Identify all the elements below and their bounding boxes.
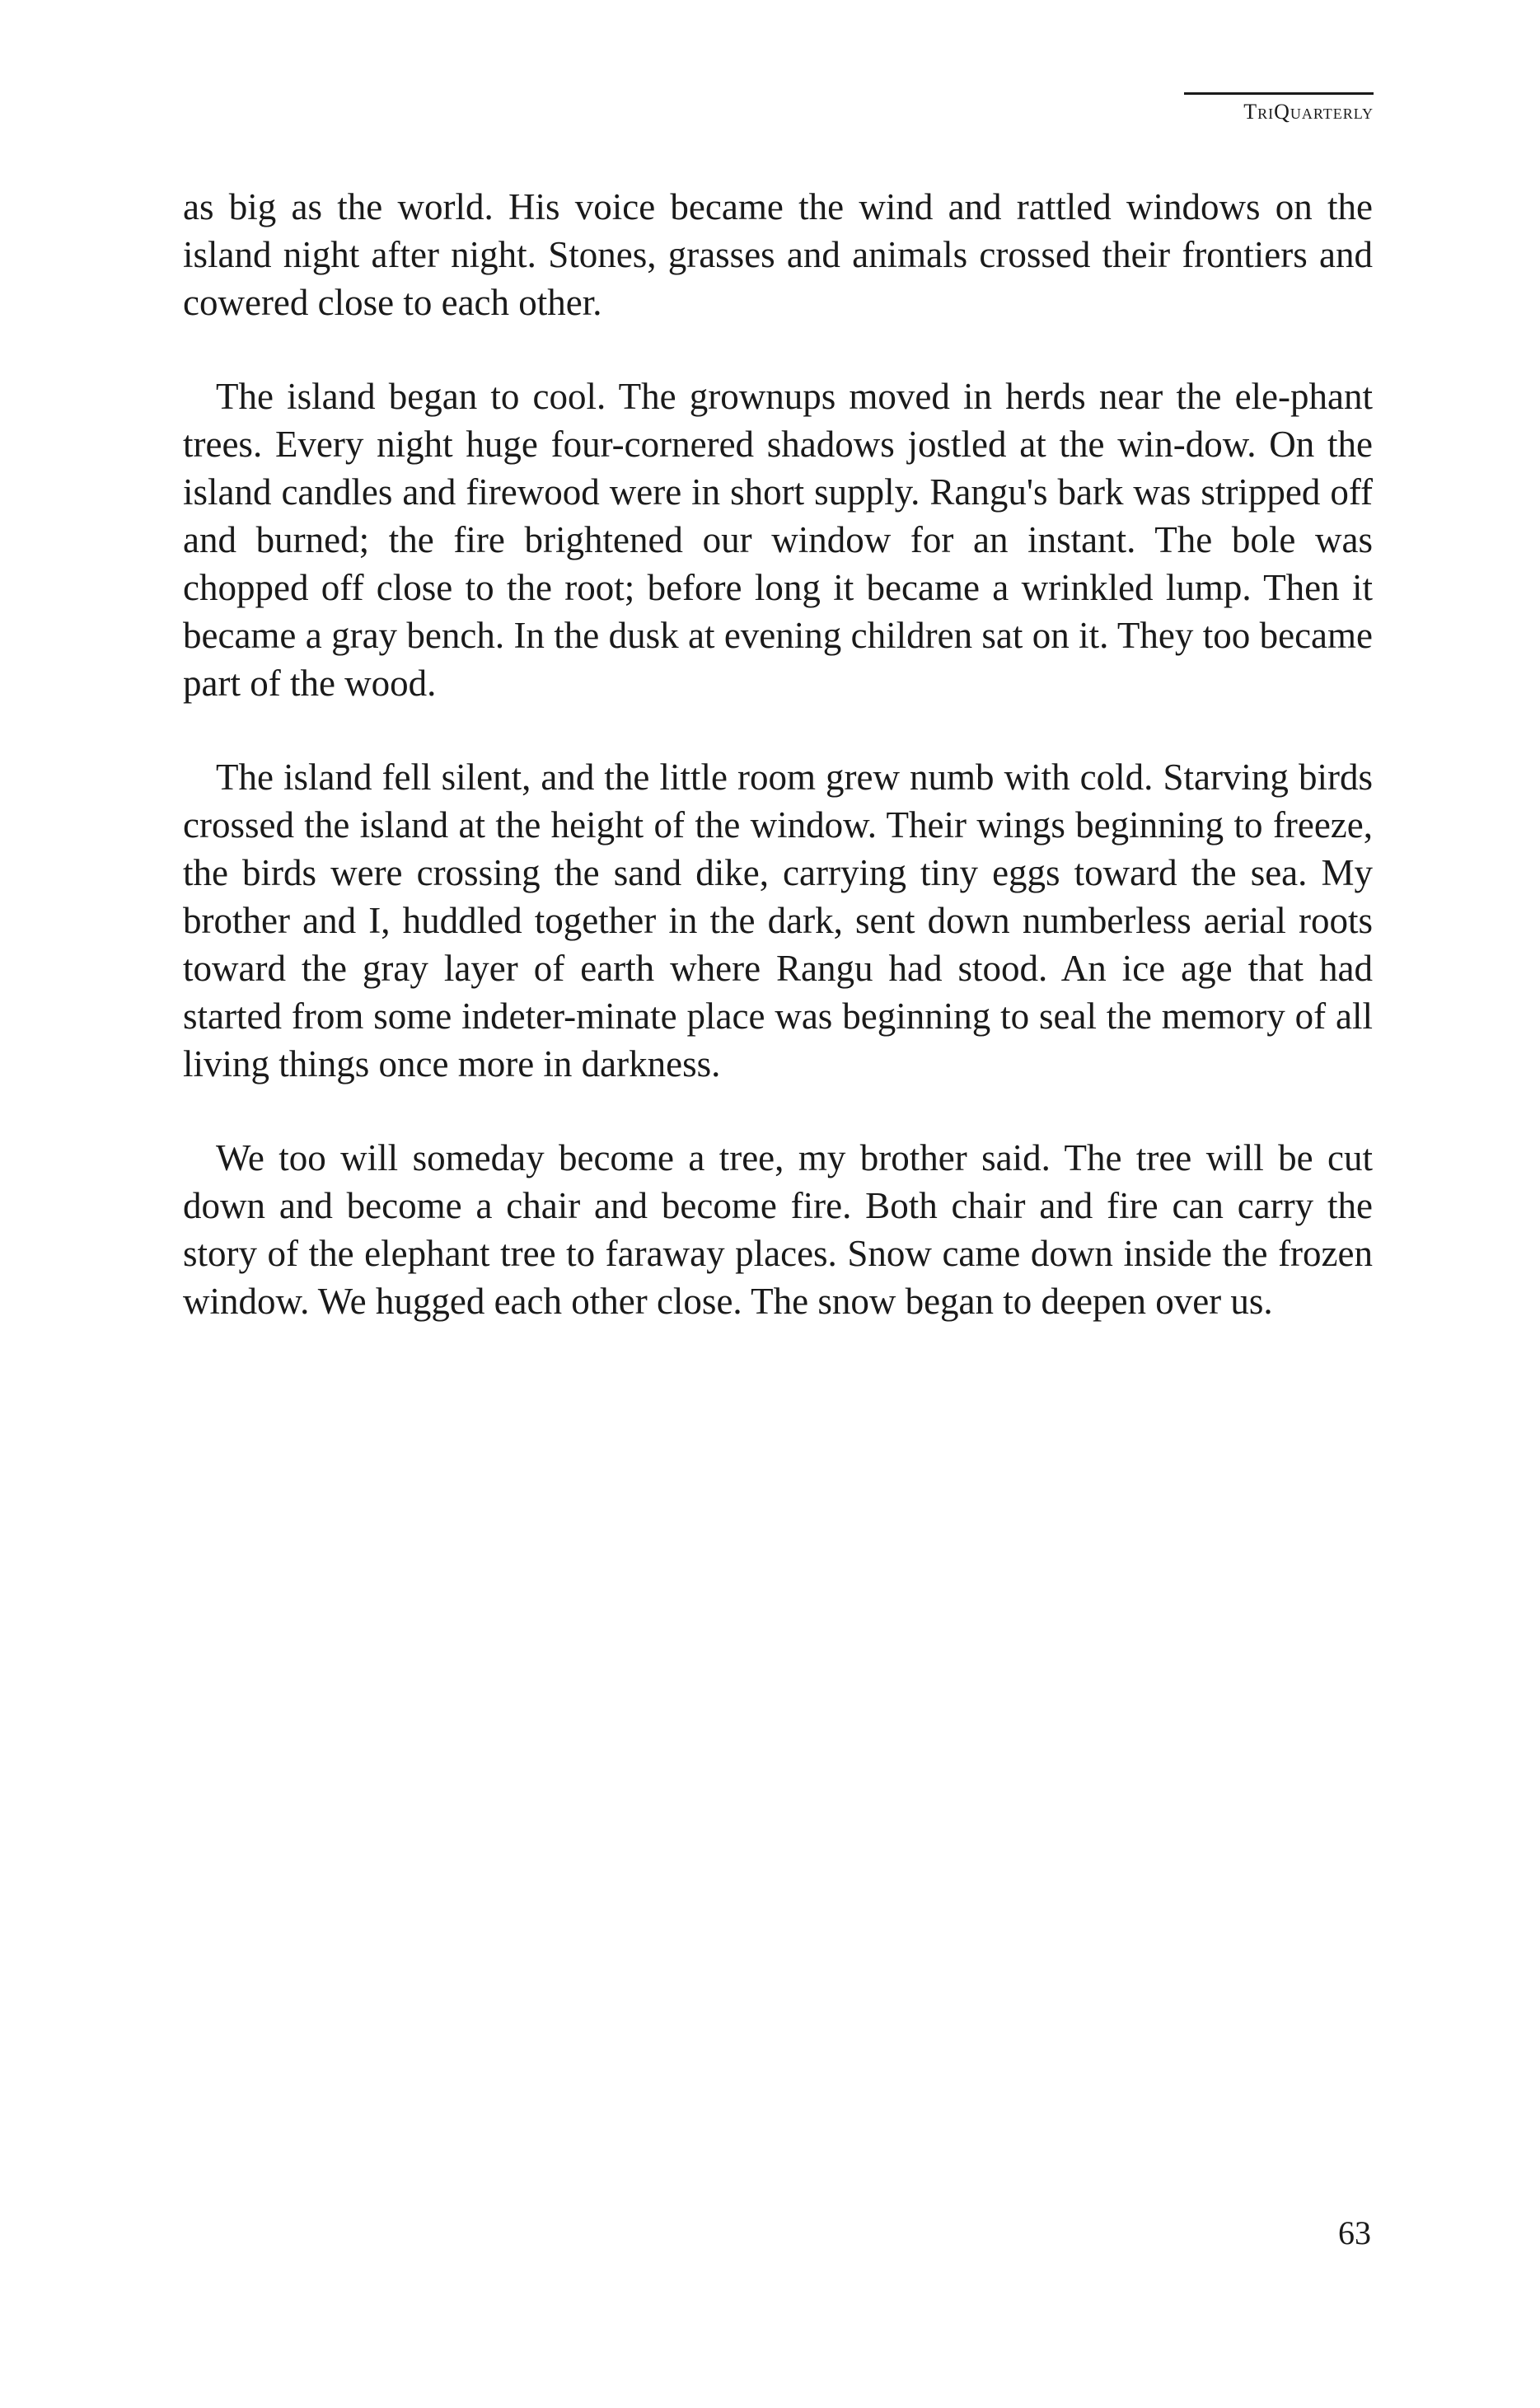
journal-title: TriQuarterly	[1243, 100, 1374, 124]
running-head-rule	[1184, 92, 1374, 95]
paragraph-1: as big as the world. His voice became the wind and rattled windows on the island night after night. Stones, grasses and animals crossed their frontiers and cowered close to each other.	[183, 186, 1373, 323]
paragraph-3: The island fell silent, and the little room grew numb with cold. Starving birds crossed the island at the height of the window. Their wings beginning to freeze, the birds were crossing the sand dike, carrying tiny eggs toward the sea. My brother and I, huddled together in the dark, sent down numberless aerial roots toward the gray layer of earth where Rangu had stood. An ice age that had started from some indeter-minate place was beginning to seal the memory of all living things once more in darkness.	[183, 757, 1373, 1085]
body-text	[183, 183, 1373, 1371]
paragraph-2: The island began to cool. The grownups moved in herds near the ele-phant trees. Every night huge four-cornered shadows jostled at the win-dow. On the island candles and firewood were in short supply. Rangu's bark was stripped off and burned; the fire brightened our window for an instant. The bole was chopped off close to the root; before long it became a wrinkled lump. Then it became a gray bench. In the dusk at evening children sat on it. They too became part of the wood.	[183, 376, 1373, 704]
running-head	[1184, 92, 1374, 123]
paragraph-4: We too will someday become a tree, my brother said. The tree will be cut down and become a chair and become fire. Both chair and fire can carry the story of the elephant tree to faraway places. Snow came down inside the frozen window. We hugged each other close. The snow began to deepen over us.	[183, 1137, 1373, 1322]
page-number: 63	[1338, 2214, 1371, 2251]
